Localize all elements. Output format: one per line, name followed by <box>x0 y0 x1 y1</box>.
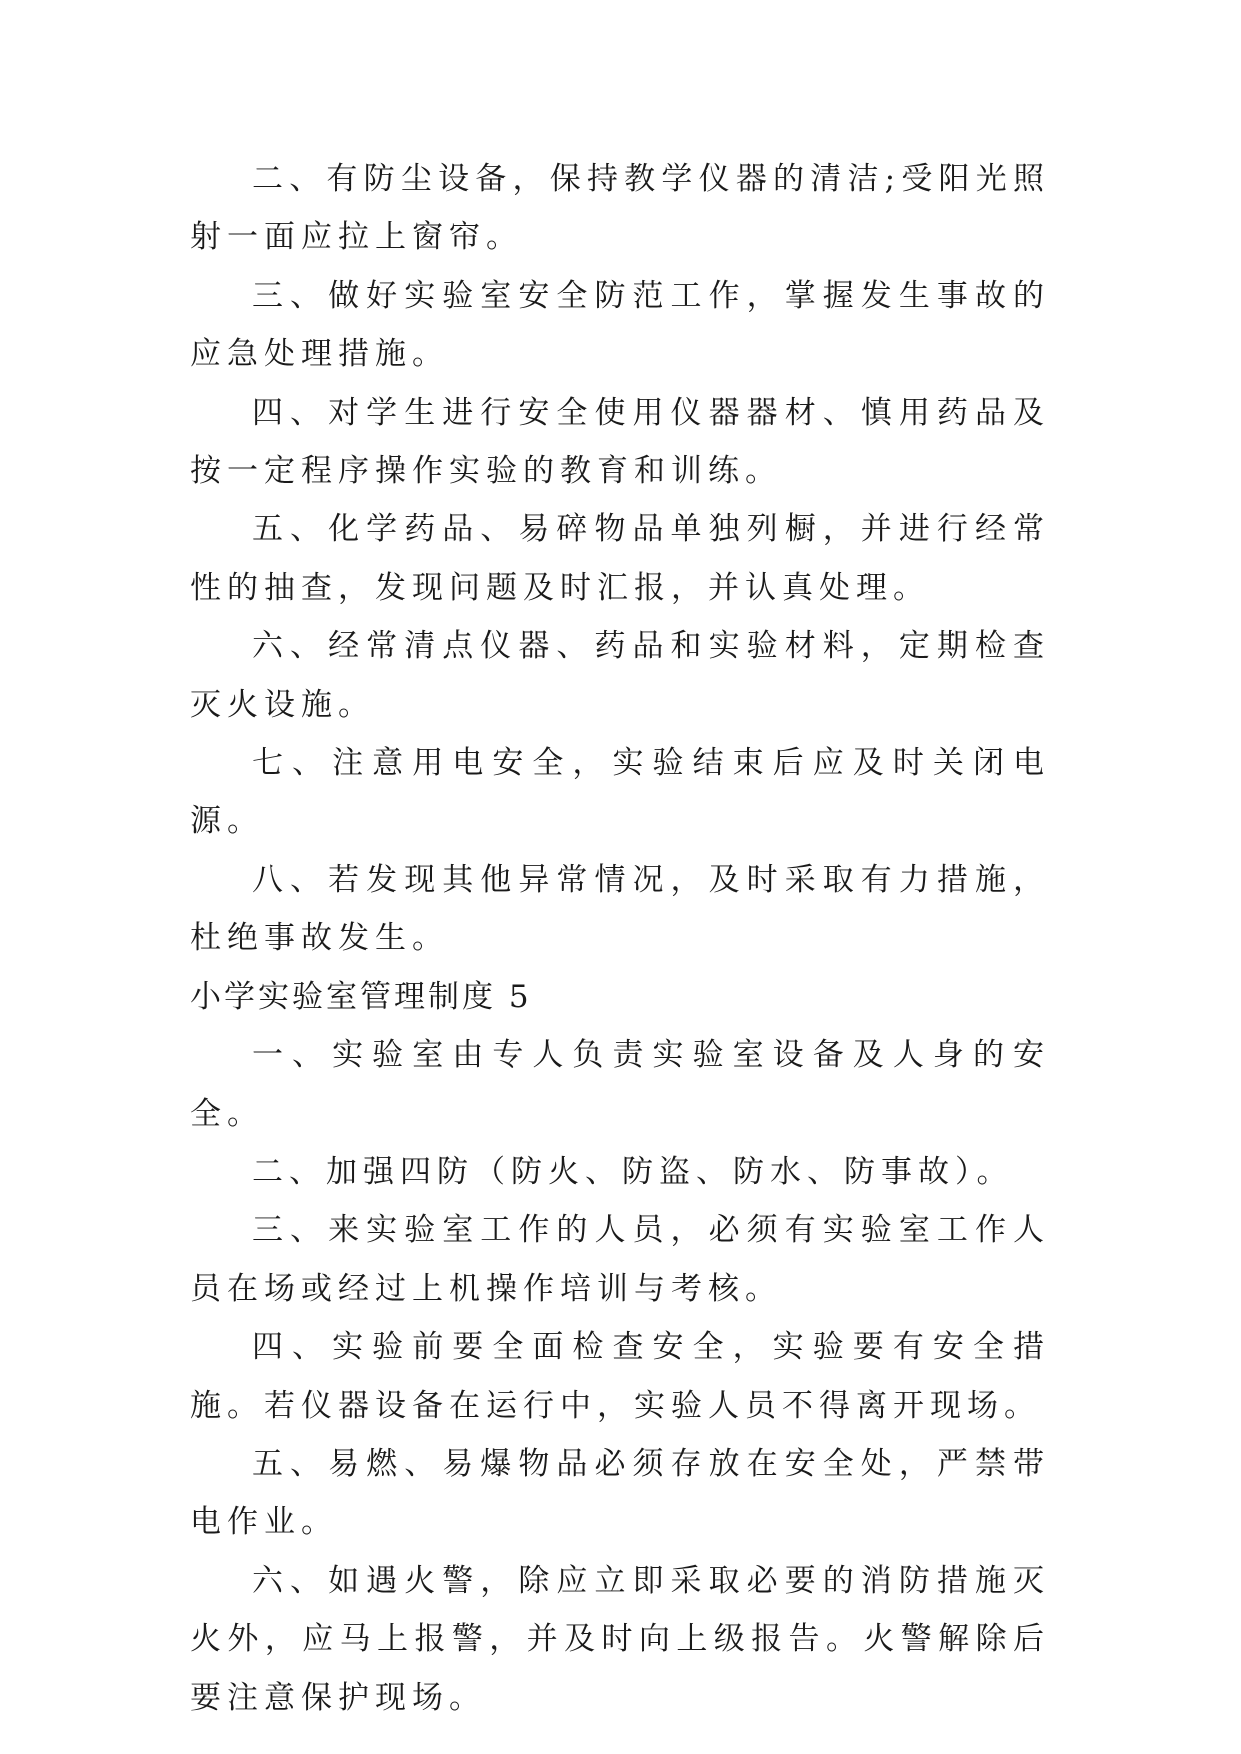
paragraph-rule-8: 八、若发现其他异常情况，及时采取有力措施，杜绝事故发生。 <box>190 861 1050 957</box>
paragraph-rule-1: 一、实验室由专人负责实验室设备及人身的安全。 <box>190 1037 1050 1132</box>
paragraph-rule-3: 三、做好实验室安全防范工作，掌握发生事故的应急处理措施。 <box>190 277 1050 373</box>
paragraph-rule-5: 五、化学药品、易碎物品单独列橱，并进行经常性的抽查，发现问题及时汇报，并认真处理。 <box>190 511 1050 606</box>
paragraph-rule-7: 七、注意用电安全，实验结束后应及时关闭电源。 <box>190 745 1050 840</box>
paragraph-rule-3: 三、来实验室工作的人员，必须有实验室工作人员在场或经过上机操作培训与考核。 <box>190 1212 1050 1307</box>
paragraph-rule-4: 四、实验前要全面检查安全，实验要有安全措施。若仪器设备在运行中，实验人员不得离开现场。 <box>190 1329 1050 1424</box>
document-page <box>190 150 1050 1727</box>
paragraph-rule-6: 六、经常清点仪器、药品和实验材料，定期检查灭火设施。 <box>190 628 1050 723</box>
paragraph-rule-2: 二、有防尘设备，保持教学仪器的清洁;受阳光照射一面应拉上窗帘。 <box>190 161 1050 256</box>
paragraph-rule-2: 二、加强四防（防火、防盗、防水、防事故）。 <box>252 1153 1014 1190</box>
section-heading: 小学实验室管理制度 5 <box>190 978 532 1015</box>
paragraph-rule-4: 四、对学生进行安全使用仪器器材、慎用药品及按一定程序操作实验的教育和训练。 <box>190 394 1050 490</box>
paragraph-rule-5: 五、易燃、易爆物品必须存放在安全处，严禁带电作业。 <box>190 1445 1050 1541</box>
paragraph-rule-6: 六、如遇火警，除应立即采取必要的消防措施灭火外，应马上报警，并及时向上级报告。火警解除后要注意保护现场。 <box>190 1562 1050 1716</box>
